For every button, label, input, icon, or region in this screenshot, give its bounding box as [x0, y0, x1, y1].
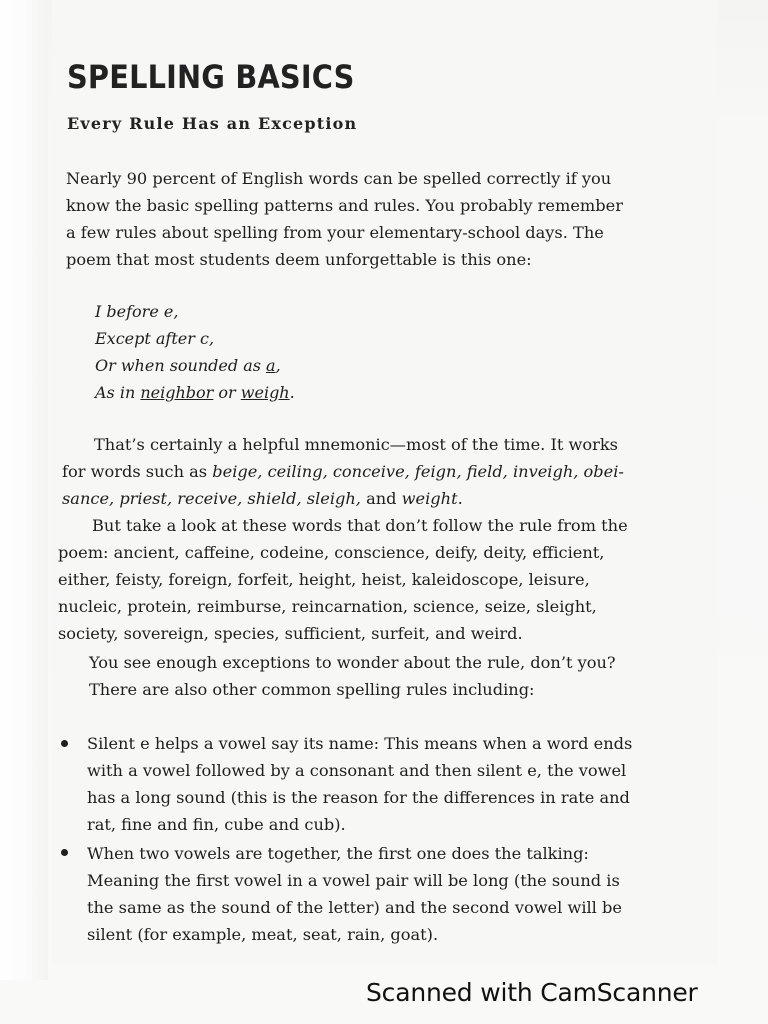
mnemonic-line: [62, 485, 463, 512]
question-line: You see enough exceptions to wonder about the rule, don’t you?: [89, 653, 616, 672]
page-edge: [0, 0, 48, 980]
bullet-line: rat, fine and fin, cube and cub).: [87, 815, 346, 834]
poem: [95, 298, 295, 406]
mnemonic-text: for words such as: [62, 462, 213, 481]
bullet-marker: [61, 849, 68, 856]
bullet-line: Meaning the first vowel in a vowel pair will be long (the sound is: [87, 871, 620, 890]
intro-line: know the basic spelling patterns and rules. You probably remember: [66, 196, 623, 215]
intro-paragraph: [66, 165, 678, 273]
mnemonic-paragraph: [62, 431, 676, 512]
exceptions-line: But take a look at these words that don’t follow the rule from the: [92, 516, 628, 535]
poem-text: .: [289, 383, 295, 402]
mnemonic-line: [62, 458, 624, 485]
poem-line: [95, 379, 295, 406]
exceptions-line: nucleic, protein, reimburse, reincarnation, science, seize, sleight,: [58, 597, 597, 616]
bullet-line: When two vowels are together, the first one does the talking:: [87, 844, 589, 863]
bullet-marker: [61, 740, 68, 747]
example-words: sance, priest, receive, shield, sleigh,: [62, 489, 361, 508]
camscanner-watermark: Scanned with CamScanner: [366, 978, 698, 1007]
bullet-line: has a long sound (this is the reason for the differences in rate and: [87, 788, 630, 807]
exceptions-line: poem: ancient, caffeine, codeine, conscience, deify, deity, efficient,: [58, 543, 605, 562]
poem-text: ,: [275, 356, 281, 375]
bullet-item: [87, 730, 679, 838]
intro-line: a few rules about spelling from your elementary-school days. The: [66, 223, 604, 242]
page-subtitle: Every Rule Has an Exception: [67, 114, 358, 133]
exceptions-line: society, sovereign, species, sufficient, surfeit, and weird.: [58, 624, 523, 643]
mnemonic-line: That’s certainly a helpful mnemonic—most of the time. It works: [94, 435, 618, 454]
bullet-line: with a vowel followed by a consonant and then silent e, the vowel: [87, 761, 627, 780]
exceptions-line: either, feisty, foreign, forfeit, height, heist, kaleidoscope, leisure,: [58, 570, 590, 589]
bullet-line: the same as the sound of the letter) and the second vowel will be: [87, 898, 622, 917]
other-rules-line: There are also other common spelling rules including:: [89, 680, 535, 699]
mnemonic-text: and: [360, 489, 402, 508]
bullet-line: Silent e helps a vowel say its name: This means when a word ends: [87, 734, 633, 753]
example-words: beige, ceiling, conceive, feign, field, inveigh, obei-: [212, 462, 624, 481]
poem-text: Or when sounded as: [95, 356, 267, 375]
poem-line: I before e,: [95, 302, 179, 321]
poem-text: or: [213, 383, 241, 402]
poem-line: [95, 352, 295, 379]
bullet-line: silent (for example, meat, seat, rain, goat).: [87, 925, 439, 944]
poem-line: Except after c,: [95, 329, 215, 348]
intro-line: poem that most students deem unforgettable is this one:: [66, 250, 532, 269]
example-words: weight: [401, 489, 458, 508]
intro-line: Nearly 90 percent of English words can be spelled correctly if you: [66, 169, 612, 188]
poem-underlined-word: neighbor: [140, 383, 214, 402]
page-title: SPELLING BASICS: [67, 58, 355, 96]
mnemonic-text: .: [457, 489, 463, 508]
poem-text: As in: [95, 383, 141, 402]
exceptions-paragraph: [58, 512, 680, 647]
poem-underlined-word: a: [266, 356, 276, 375]
bullet-item: [87, 840, 679, 948]
poem-underlined-word: weigh: [240, 383, 290, 402]
